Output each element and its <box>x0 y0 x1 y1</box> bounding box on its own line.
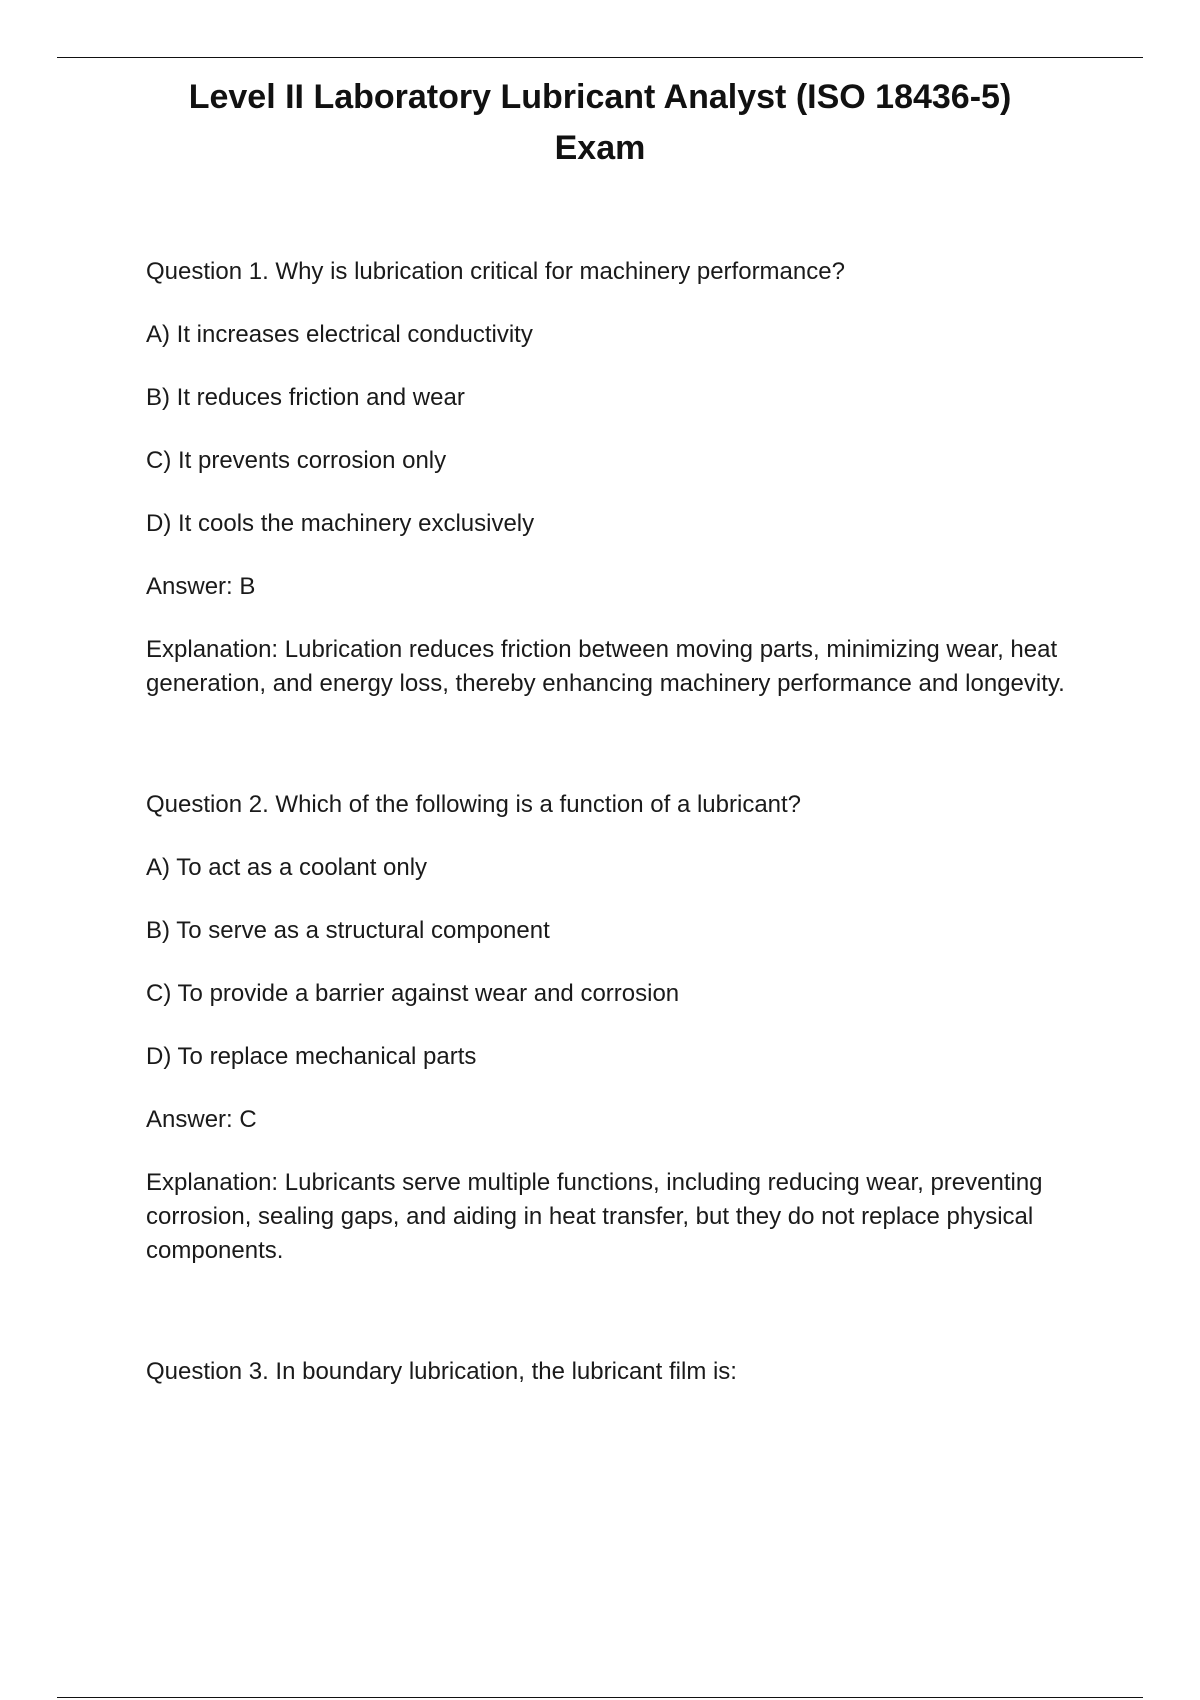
answer: Answer: C <box>146 1106 257 1133</box>
question-prompt: Question 1. Why is lubrication critical for machinery performance? <box>146 258 845 285</box>
question-list <box>146 255 1086 1389</box>
explanation: Explanation: Lubrication reduces friction between moving parts, minimizing wear, heat generation, and energy loss, thereby enhancing machinery performance and longevity. <box>146 636 1065 697</box>
option-b: B) It reduces friction and wear <box>146 384 465 411</box>
explanation: Explanation: Lubricants serve multiple functions, including reducing wear, preventing corrosion, sealing gaps, and aiding in heat transfer, but they do not replace physical components. <box>146 1169 1043 1264</box>
question-1 <box>146 255 1086 701</box>
question-prompt: Question 3. In boundary lubrication, the lubricant film is: <box>146 1358 737 1385</box>
option-c: C) To provide a barrier against wear and corrosion <box>146 980 680 1007</box>
option-a: A) It increases electrical conductivity <box>146 321 533 348</box>
option-a: A) To act as a coolant only <box>146 854 428 881</box>
question-3 <box>146 1355 1086 1389</box>
option-b: B) To serve as a structural component <box>146 917 550 944</box>
option-c: C) It prevents corrosion only <box>146 447 447 474</box>
question-prompt: Question 2. Which of the following is a function of a lubricant? <box>146 791 802 818</box>
option-d: D) It cools the machinery exclusively <box>146 510 535 537</box>
title-line-2: Exam <box>554 129 646 167</box>
bottom-rule <box>57 1697 1143 1698</box>
answer: Answer: B <box>146 573 256 600</box>
page-title <box>57 72 1143 174</box>
title-line-1: Level II Laboratory Lubricant Analyst (ISO 18436-5) <box>188 78 1012 116</box>
question-2 <box>146 788 1086 1268</box>
top-rule <box>57 57 1143 58</box>
option-d: D) To replace mechanical parts <box>146 1043 477 1070</box>
